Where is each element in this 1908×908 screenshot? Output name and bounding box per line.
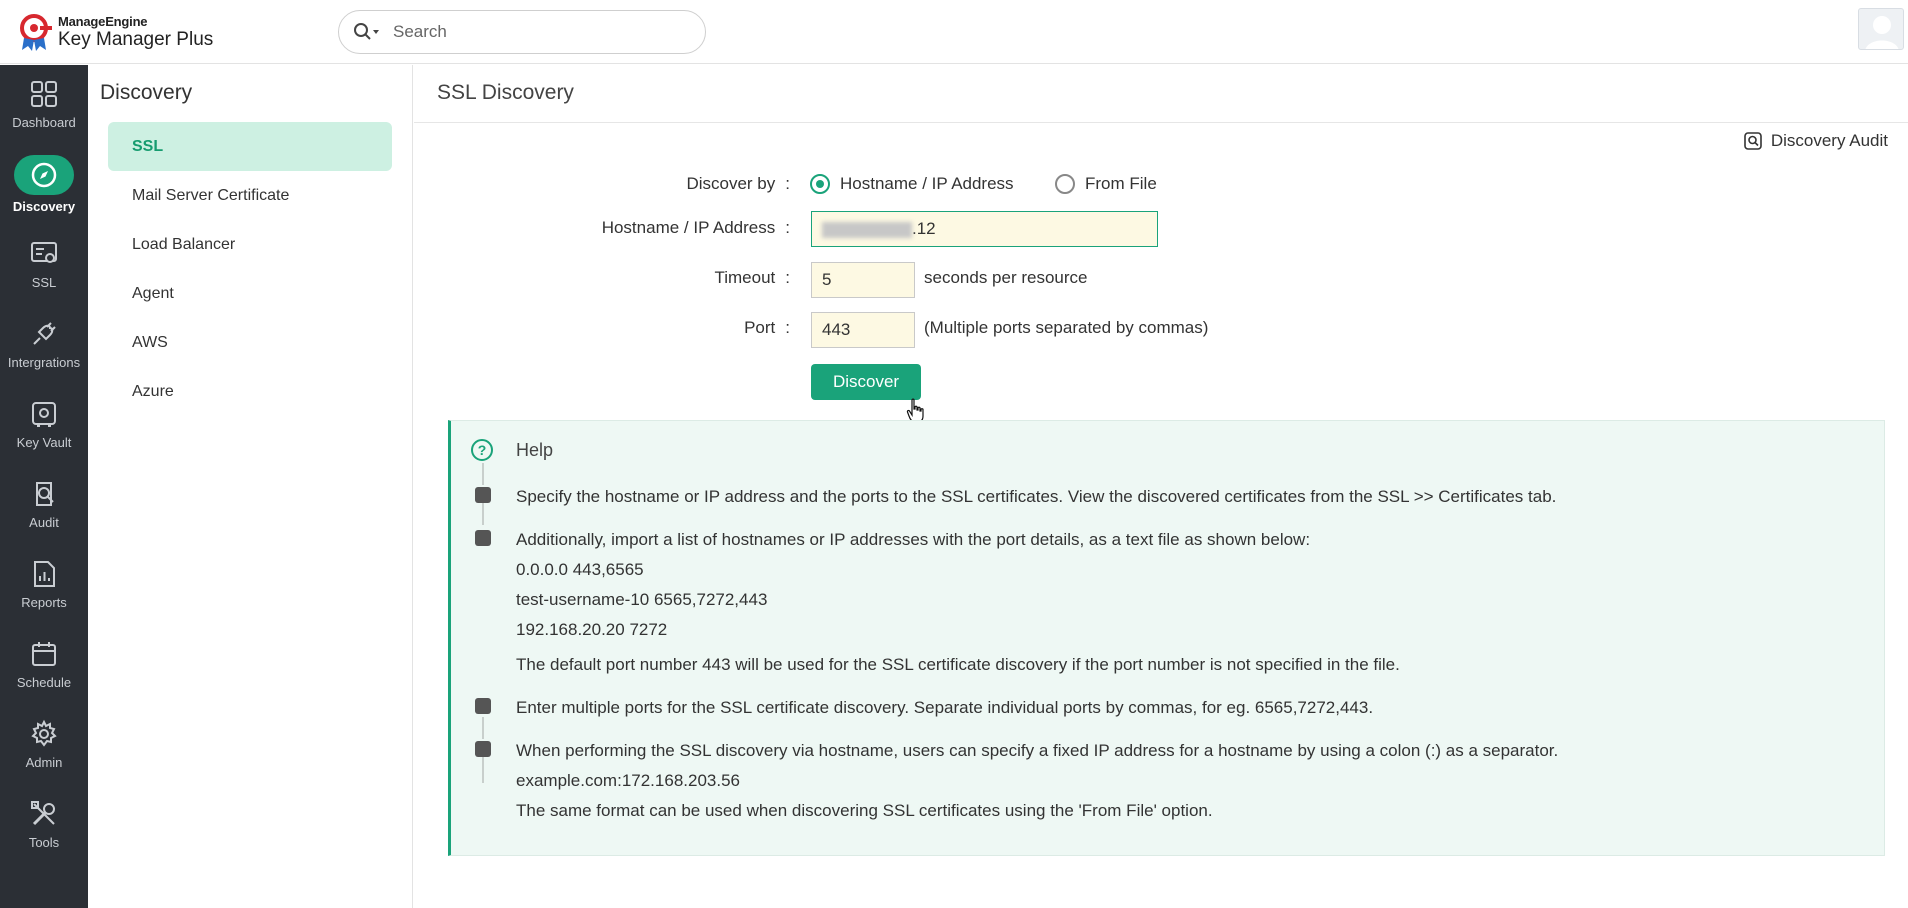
search-icon[interactable] <box>353 21 383 43</box>
help-bullet <box>475 530 491 546</box>
subnav-item-ssl[interactable]: SSL <box>108 122 392 171</box>
help-connector <box>482 717 484 739</box>
help-text: example.com:172.168.203.56 <box>516 771 740 790</box>
label-colon: : <box>785 318 790 337</box>
label-colon: : <box>785 268 790 287</box>
radio-hostname-label: Hostname / IP Address <box>840 174 1014 193</box>
rail-item-discovery[interactable] <box>0 145 88 223</box>
rail-label: Intergrations <box>7 355 81 370</box>
rail-label: Schedule <box>16 675 72 690</box>
hostname-label <box>430 218 790 238</box>
dashboard-icon <box>29 79 59 109</box>
port-label <box>430 318 790 338</box>
help-bullet <box>475 698 491 714</box>
logo-product-rest: Plus <box>171 29 214 50</box>
rail-item-dashboard[interactable] <box>0 65 88 143</box>
discovery-audit-link[interactable] <box>1743 131 1888 151</box>
rail-label: Tools <box>28 835 60 850</box>
active-indicator <box>14 155 74 195</box>
timeout-label <box>430 268 790 288</box>
help-connector <box>482 503 484 525</box>
top-header <box>0 0 1908 64</box>
rail-item-tools[interactable] <box>0 785 88 863</box>
user-avatar[interactable] <box>1858 8 1904 50</box>
tools-icon <box>29 799 59 829</box>
subnav-title: Discovery <box>100 81 193 104</box>
logo-text <box>58 15 213 49</box>
hostname-value: .12 <box>912 219 936 238</box>
help-bullet <box>475 487 491 503</box>
port-text: Port <box>744 318 776 337</box>
app-logo[interactable] <box>18 12 213 52</box>
rail-label: Key Vault <box>16 435 72 450</box>
port-suffix: (Multiple ports separated by commas) <box>924 318 1209 337</box>
discover-by-label <box>430 174 790 194</box>
subnav-item-mail-server-certificate[interactable]: Mail Server Certificate <box>132 187 290 204</box>
audit-search-icon <box>1743 131 1763 151</box>
audit-icon <box>29 479 59 509</box>
subnav-item-azure[interactable]: Azure <box>132 383 174 400</box>
gear-icon <box>29 719 59 749</box>
hostname-text: Hostname / IP Address <box>601 218 776 237</box>
help-text: 0.0.0.0 443,6565 <box>516 560 644 579</box>
label-colon: : <box>785 174 790 193</box>
help-connector <box>482 757 484 783</box>
help-text: The same format can be used when discovering SSL certificates using the 'From File' option. <box>516 801 1213 820</box>
calendar-icon <box>29 639 59 669</box>
help-bullet <box>475 741 491 757</box>
radio-dot <box>1055 174 1075 194</box>
discovery-audit-label: Discovery Audit <box>1770 131 1888 150</box>
rail-item-reports[interactable] <box>0 545 88 623</box>
help-title: Help <box>516 440 554 460</box>
key-manager-logo-icon <box>18 12 54 52</box>
rail-item-schedule[interactable] <box>0 625 88 703</box>
help-panel <box>448 420 1885 856</box>
rail-item-ssl[interactable] <box>0 225 88 303</box>
logo-brand: ManageEngine <box>58 14 148 29</box>
page-title: SSL Discovery <box>437 81 574 104</box>
compass-icon <box>29 160 59 190</box>
rail-label: Dashboard <box>12 115 76 130</box>
discover-button[interactable]: Discover <box>811 364 921 400</box>
timeout-input[interactable]: 5 <box>811 262 915 298</box>
discovery-subnav <box>88 65 413 908</box>
radio-dot <box>810 174 830 194</box>
search-input[interactable]: Search <box>393 22 447 41</box>
help-text: Enter multiple ports for the SSL certificate discovery. Separate individual ports by commas, for eg. 6565,7272,443. <box>516 698 1374 717</box>
subnav-item-aws[interactable]: AWS <box>132 334 168 351</box>
help-text: When performing the SSL discovery via hostname, users can specify a fixed IP address for a hostname by using a colon (:) as a separator. <box>516 741 1559 760</box>
subnav-item-load-balancer[interactable]: Load Balancer <box>132 236 236 253</box>
logo-product <box>58 30 213 49</box>
rail-item-audit[interactable] <box>0 465 88 543</box>
rail-label: Reports <box>21 595 67 610</box>
rail-label: Discovery <box>12 199 76 214</box>
left-rail <box>0 65 88 908</box>
rail-item-admin[interactable] <box>0 705 88 783</box>
radio-from-file[interactable] <box>1055 174 1157 194</box>
rail-item-key-vault[interactable] <box>0 385 88 463</box>
rail-label: Admin <box>25 755 63 770</box>
certificate-icon <box>29 239 59 269</box>
rail-label: Audit <box>29 515 59 530</box>
help-text: 192.168.20.20 7272 <box>516 620 668 639</box>
discover-by-text: Discover by <box>686 174 776 193</box>
rail-item-integrations[interactable] <box>0 305 88 383</box>
help-text: Additionally, import a list of hostnames or IP addresses with the port details, as a text file as shown below: <box>516 530 1311 549</box>
plug-icon <box>29 319 59 349</box>
vault-icon <box>29 399 59 429</box>
help-connector <box>482 463 484 485</box>
subnav-item-agent[interactable]: Agent <box>132 285 174 302</box>
reports-icon <box>29 559 59 589</box>
radio-from-file-label: From File <box>1085 174 1157 193</box>
help-text: Specify the hostname or IP address and the ports to the SSL certificates. View the discovered certificates from the SSL >> Certificates tab. <box>516 487 1557 506</box>
rail-label: SSL <box>31 275 57 290</box>
user-avatar-icon <box>1859 9 1904 50</box>
search-box[interactable] <box>338 10 706 54</box>
help-text: test-username-10 6565,7272,443 <box>516 590 768 609</box>
timeout-suffix: seconds per resource <box>924 268 1088 287</box>
logo-product-bold: Key Manager <box>58 29 172 50</box>
title-divider <box>414 122 1908 123</box>
label-colon: : <box>785 218 790 237</box>
radio-hostname[interactable] <box>810 174 1014 194</box>
hostname-input[interactable] <box>811 211 1158 247</box>
port-input[interactable]: 443 <box>811 312 915 348</box>
timeout-text: Timeout <box>714 268 776 287</box>
redacted-ip <box>822 222 912 238</box>
help-text: The default port number 443 will be used for the SSL certificate discovery if the port number is not specified in the file. <box>516 655 1400 674</box>
question-icon: ? <box>471 439 493 461</box>
